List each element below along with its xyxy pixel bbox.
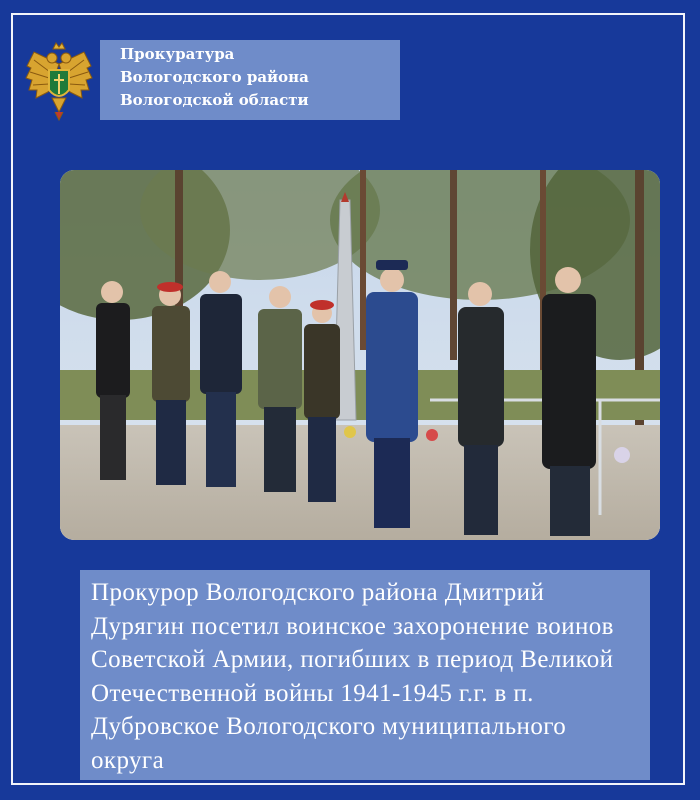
org-name-line-2: Вологодского района	[120, 68, 309, 86]
organization-title-box	[100, 40, 400, 120]
group-photo-at-memorial	[60, 170, 660, 540]
prosecutor-eagle-emblem-icon	[22, 40, 96, 122]
org-name-line-3: Вологодской области	[120, 91, 309, 109]
news-caption-box	[80, 570, 650, 780]
news-caption-text: Прокурор Вологодского района Дмитрий Дурягин посетил воинское захоронение воинов Советской Армии, погибших в период Великой Отечественной войны 1941-1945 г.г. в п. Дубровское Вологодского муниципального округа	[91, 579, 614, 774]
org-name-line-1: Прокуратура	[120, 45, 235, 63]
